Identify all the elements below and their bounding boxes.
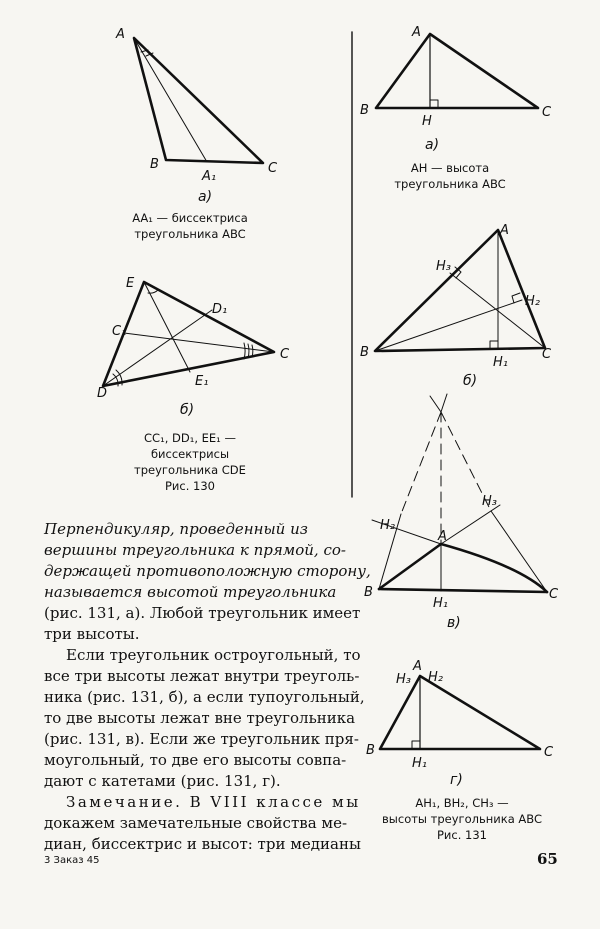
fig131a-point-c: C [542,105,552,120]
fig131b-point-a: A [500,223,509,238]
fig131a-point-a: A [412,25,421,40]
fig130b-triangle [103,282,274,386]
fig131c-point-h2: H₂ [380,518,395,533]
paragraph-cases: Если треугольник остроугольный, то все три высоты лежат внутри треуголь- ника (рис. 131, б), а если тупоугольный, то две высоты лежат вне треугольника (рис. 131, в). Если же треугольник пря- моугольный, то две его высоты совпа- дают с катетами (рис. 131, г). [44,646,365,790]
fig131d-point-b: B [366,743,375,758]
fig130b-caption: CC₁, DD₁, EE₁ — биссектрисы треугольника CDE Рис. 130 [110,430,270,494]
fig131a-point-b: B [360,103,369,118]
fig130a-point-a: A [116,27,125,42]
fig131d-point-h3: H₃ [396,672,411,687]
fig131b-point-h3: H₃ [436,259,451,274]
printer-signature: 3 Заказ 45 [44,855,100,866]
fig131d-point-h2: H₂ [428,670,443,685]
fig131d-point-a: A [413,659,422,674]
fig131d-label: г) [450,772,463,788]
fig131c-label: в) [447,615,461,631]
fig131c-triangle [372,394,547,592]
fig131d-point-h1: H₁ [412,756,427,771]
fig131-title: Рис. 131 [437,828,487,842]
fig130a-label: а) [198,189,213,205]
fig130a-point-c: C [268,161,278,176]
fig131b-point-h2: H₂ [525,294,540,309]
fig130b-point-e: E [126,276,135,291]
fig131b-point-c: C [542,347,552,362]
fig131b-triangle [375,230,545,351]
fig131a-triangle [376,34,538,108]
fig131b-label: б) [463,373,478,389]
paragraph-remark: Замечание. В VIII классе мы докажем замечательные свойства ме- диан, биссектрис и высот: три медианы [44,793,361,853]
fig130b-point-d: D [97,386,108,401]
fig131d-caption: AH₁, BH₂, CH₃ — высоты треугольника ABC Рис. 131 [362,795,562,843]
fig131b-point-b: B [360,345,369,360]
fig131c-point-h1: H₁ [433,596,448,611]
fig130b-point-c: C [280,347,290,362]
fig131c-point-b: B [364,585,373,600]
fig130b-point-e1: E₁ [195,374,209,389]
fig131a-point-h: H [422,114,432,129]
fig131d-point-c: C [544,745,554,760]
fig130a-point-a1: A₁ [202,169,217,184]
fig131c-point-c: C [549,587,559,602]
fig130a-triangle [134,38,263,163]
fig130b-point-d1: D₁ [212,302,228,317]
fig131a-label: а) [425,137,440,153]
fig130b-point-c1: C₁ [112,324,127,339]
fig131b-point-h1: H₁ [493,355,508,370]
fig131c-point-h3: H₃ [482,494,497,509]
page-number: 65 [537,850,558,868]
fig130-title: Рис. 130 [165,479,215,493]
fig130a-caption: AA₁ — биссектриса треугольника ABC [132,211,248,241]
paragraph-definition: Перпендикуляр, проведенный из вершины треугольника к прямой, со- держащей противоположную сторону, называется высотой треугольника (рис. 131, а). Любой треугольник имеет три высоты. [44,520,371,643]
fig131a-caption: AH — высота треугольника ABC [394,161,506,191]
fig131c-point-a: A [438,529,447,544]
fig130a-point-b: B [150,157,159,172]
fig130b-label: б) [180,402,195,418]
